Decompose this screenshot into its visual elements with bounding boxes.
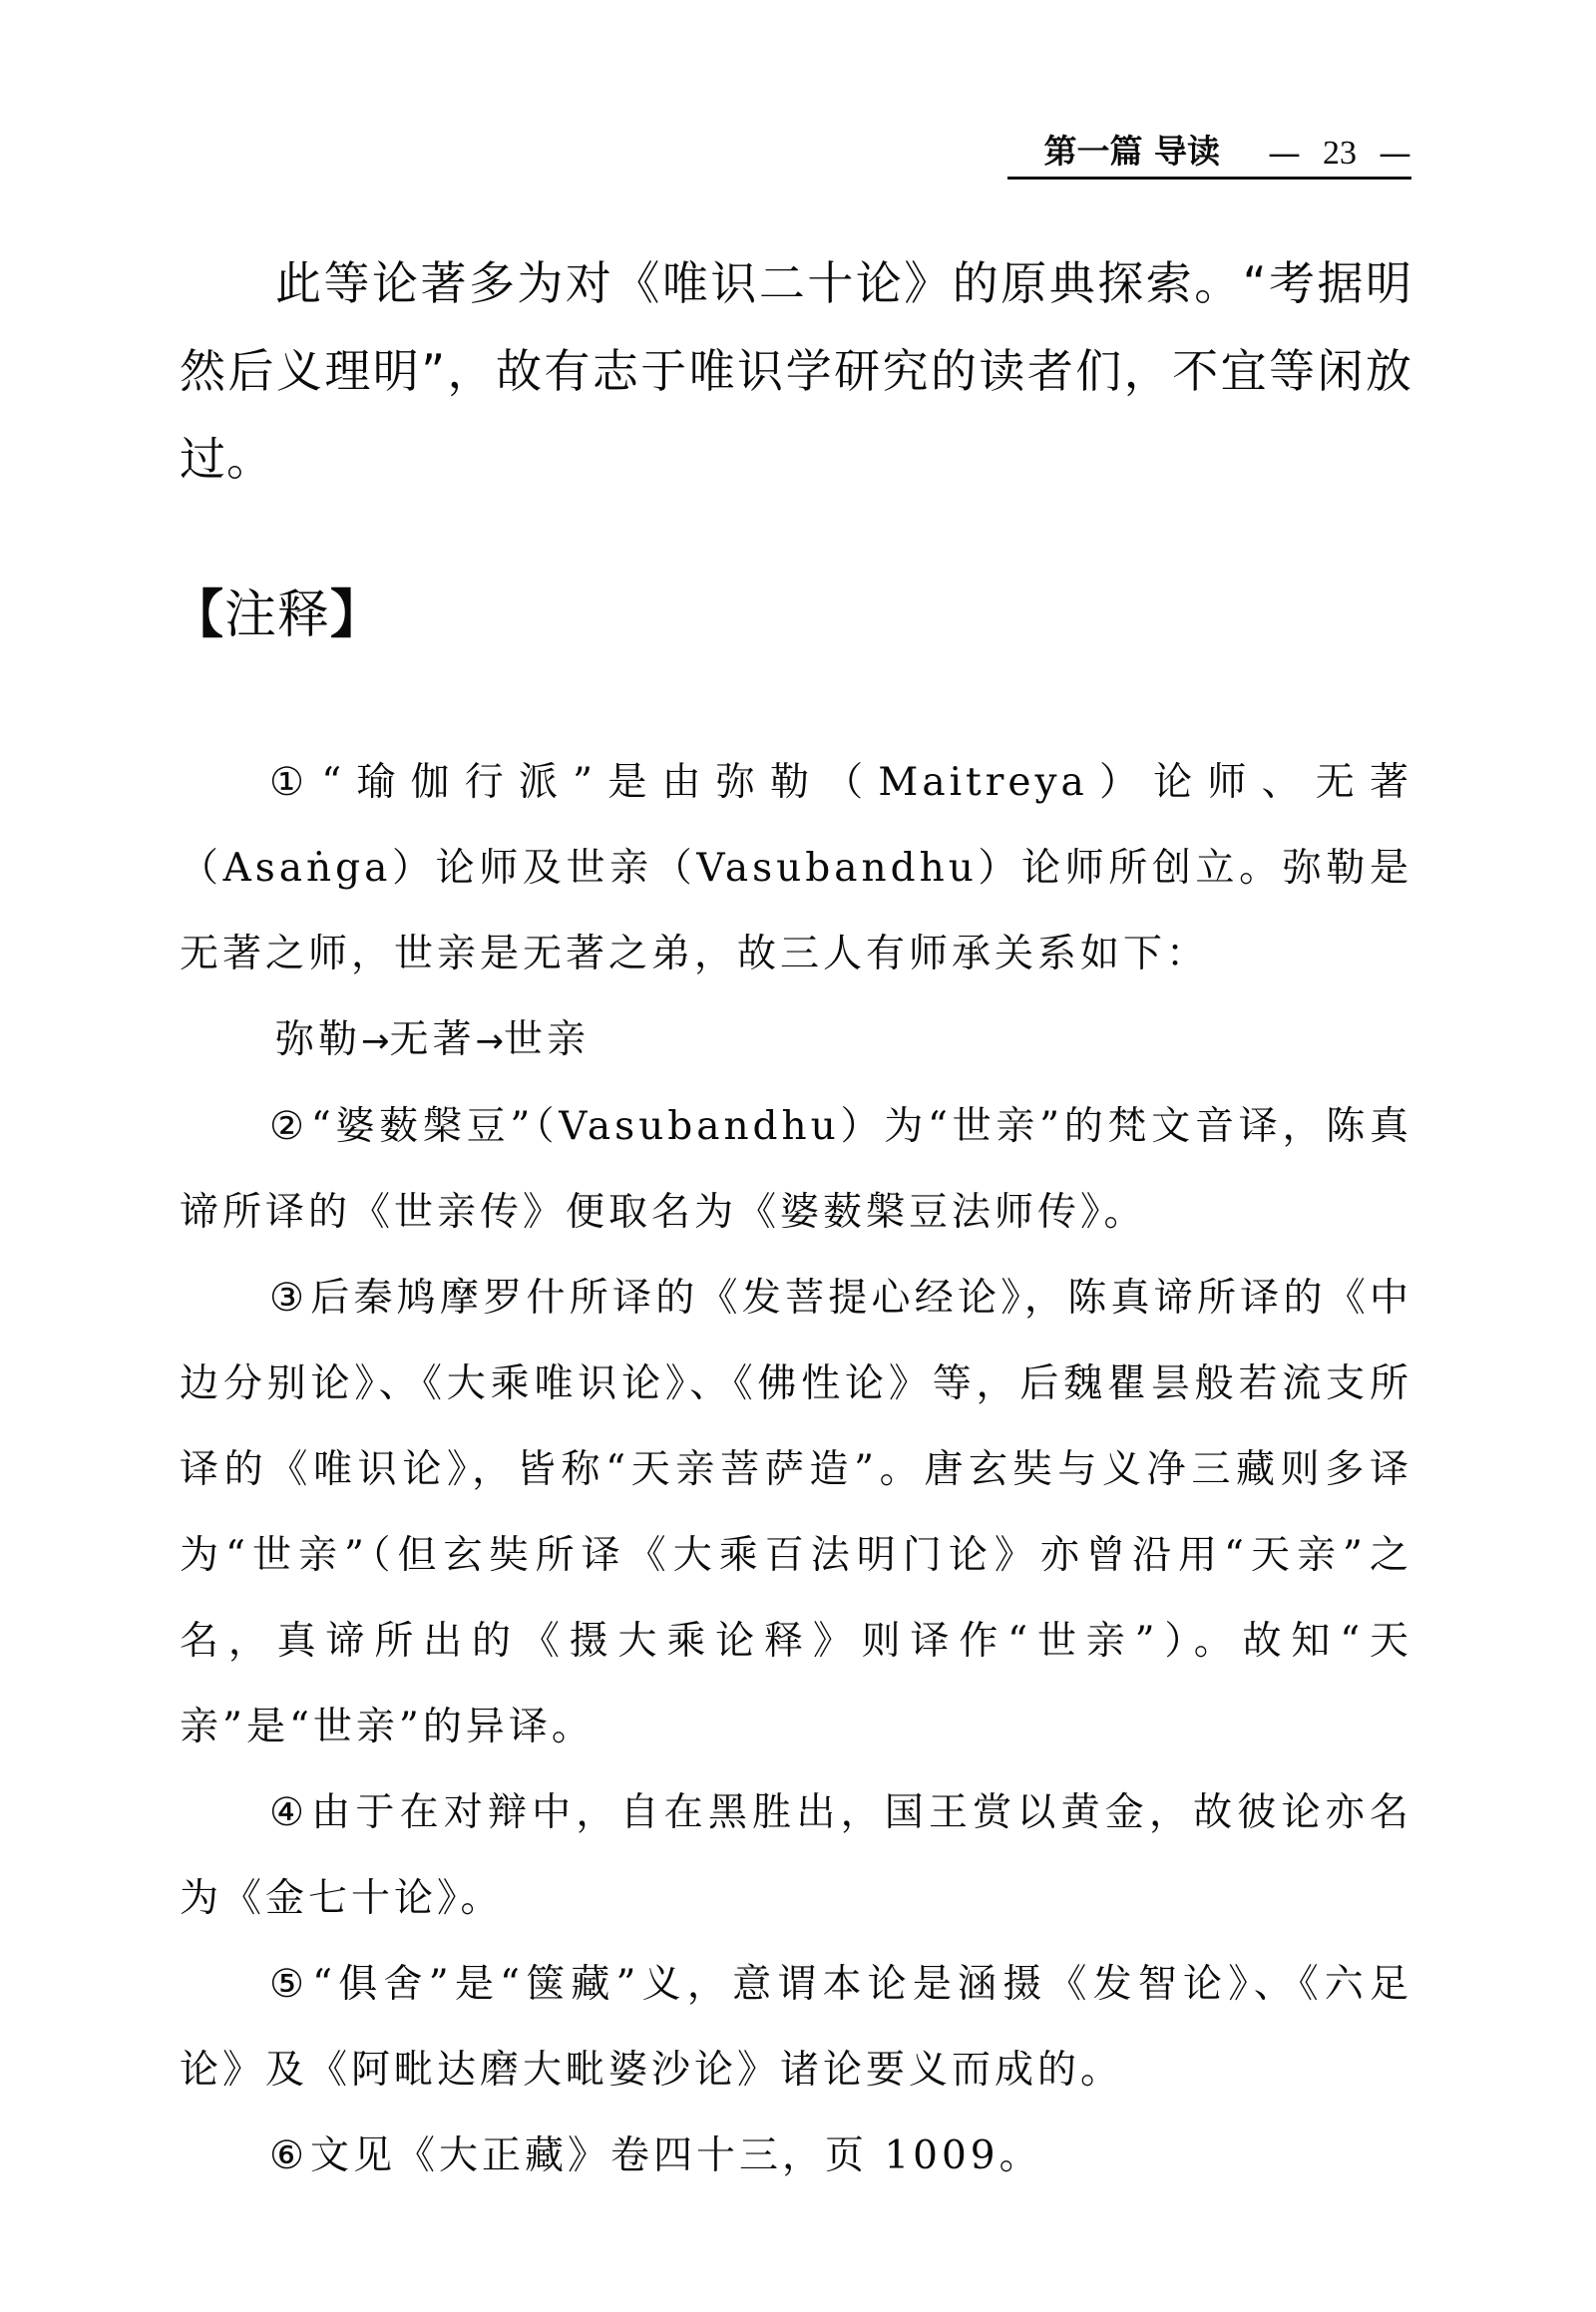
note-3 (180, 1256, 1412, 1770)
body-paragraph: 此等论著多为对《唯识二十论》的原典探索。“考据明然后义理明”，故有志于唯识学研究的读者们，不宜等闲放过。 (180, 256, 1412, 486)
lineage-item: 世亲 (504, 1017, 591, 1062)
note-1 (180, 740, 1412, 997)
note-marker: ⑤ (269, 1962, 307, 2007)
section-label: 第一篇 (1043, 132, 1143, 171)
lineage-item: 弥勒 (275, 1017, 362, 1062)
heading-bracket-close: 】 (330, 585, 384, 645)
note-5 (180, 1942, 1412, 2114)
note-marker: ① (269, 760, 316, 805)
heading-text: 注释 (224, 585, 331, 645)
arrow-right-icon: → (475, 1021, 505, 1061)
running-head-section (1044, 126, 1221, 173)
note-marker: ③ (269, 1276, 305, 1321)
running-head (1007, 128, 1411, 180)
note-marker: ④ (269, 1790, 306, 1835)
heading-bracket-open: 【 (172, 585, 225, 645)
page-number: 23 (1323, 135, 1357, 172)
page-number-dash-right: — (1379, 134, 1411, 173)
note-text: 后秦鸠摩罗什所译的《发菩提心经论》，陈真谛所译的《中边分别论》、《大乘唯识论》、《佛性论》等，后魏瞿昙般若流支所译的《唯识论》，皆称“天亲菩萨造”。唐玄奘与义净三藏则多译为“世亲”（但玄奘所译《大乘百法明门论》亦曾沿用“天亲”之名，真谛所出的《摄大乘论释》则译作“世亲”）。故知“天亲”是“世亲”的异译。 (180, 1276, 1412, 1749)
notes-list (180, 740, 1412, 2199)
section-heading (172, 573, 383, 647)
note-text: 由于在对辩中，自在黑胜出，国王赏以黄金，故彼论亦名为《金七十论》。 (180, 1790, 1412, 1921)
arrow-right-icon: → (361, 1021, 390, 1061)
lineage-item: 无著 (389, 1017, 476, 1062)
page-number-dash-left: — (1268, 134, 1301, 173)
note-text: “婆薮槃豆”（Vasubandhu）为“世亲”的梵文音译，陈真谛所译的《世亲传》便取名为《婆薮槃豆法师传》。 (180, 1104, 1412, 1235)
note-2 (180, 1084, 1412, 1256)
note-text: “瑜伽行派”是由弥勒（Maitreya）论师、无著（Asaṅga）论师及世亲（Vasubandhu）论师所创立。弥勒是无著之师，世亲是无著之弟，故三人有师承关系如下： (180, 760, 1413, 976)
note-marker: ② (269, 1104, 305, 1149)
note-text: 文见《大正藏》卷四十三，页 1009。 (309, 2133, 1042, 2178)
note-text: “俱舍”是“箧藏”义，意谓本论是涵摄《发智论》、《六足论》及《阿毗达磨大毗婆沙论》诸论要义而成的。 (180, 1962, 1412, 2093)
section-title: 导读 (1154, 132, 1220, 171)
note-marker: ⑥ (269, 2133, 304, 2178)
lineage-chain (180, 997, 1412, 1084)
note-4 (180, 1770, 1412, 1942)
note-6 (180, 2114, 1412, 2199)
